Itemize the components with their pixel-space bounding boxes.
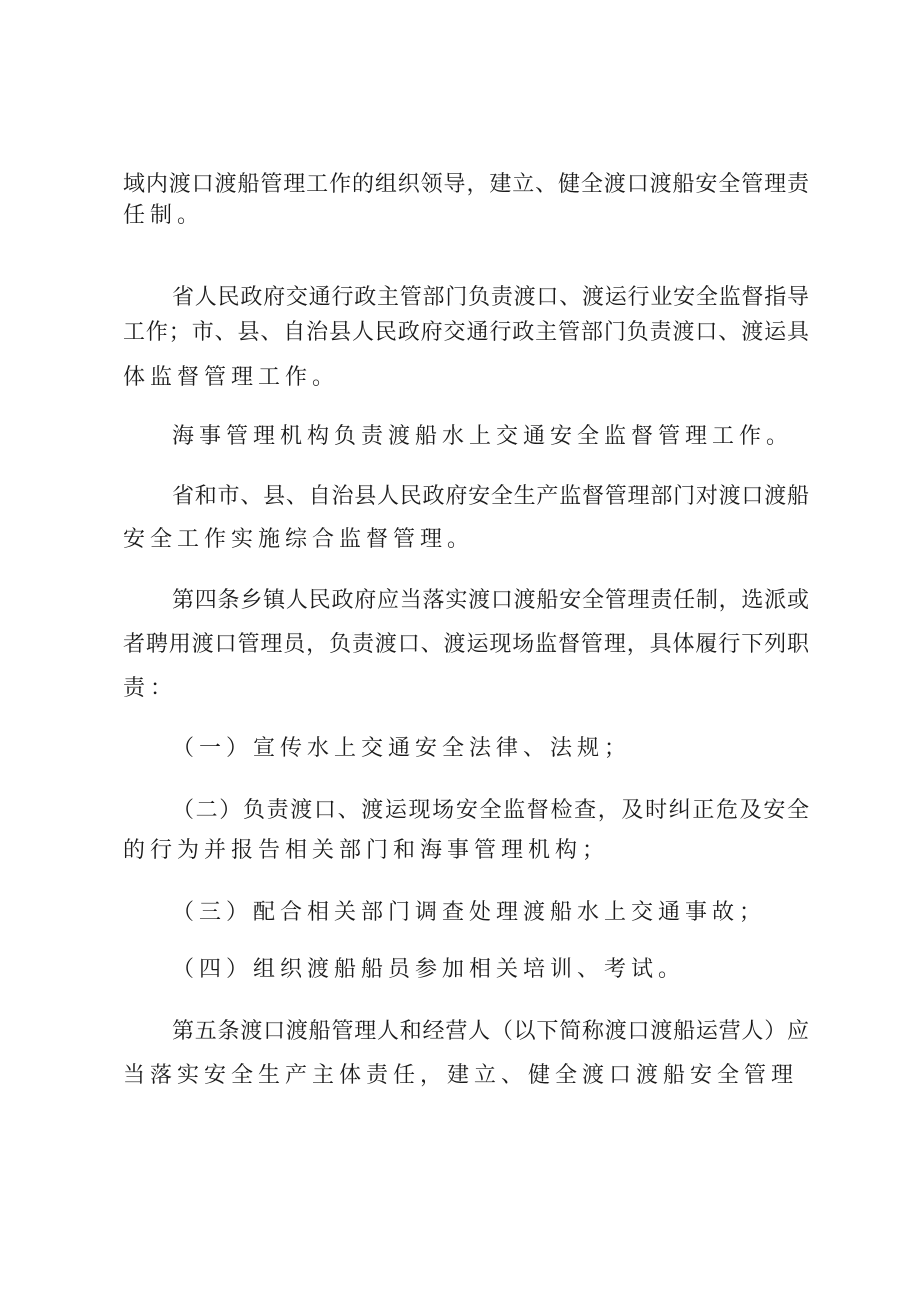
list-item: （四）组织渡船船员参加相关培训、考试。 bbox=[172, 957, 686, 982]
text-line: 省人民政府交通行政主管部门负责渡口、渡运行业安全监督指导 bbox=[172, 285, 809, 310]
text-line: 省和市、县、自治县人民政府安全生产监督管理部门对渡口渡船 bbox=[172, 484, 809, 509]
text-line: 的行为并报告相关部门和海事管理机构； bbox=[123, 838, 610, 863]
list-item: （一）宣传水上交通安全法律、法规； bbox=[172, 736, 632, 761]
text-line: 第五条渡口渡船管理人和经营人（以下简称渡口渡船运营人）应 bbox=[172, 1019, 809, 1044]
text-line: 责： bbox=[123, 676, 178, 701]
text-line: 工作；市、县、自治县人民政府交通行政主管部门负责渡口、渡运具 bbox=[123, 320, 809, 345]
list-item: （二）负责渡口、渡运现场安全监督检查，及时纠正危及安全 bbox=[172, 798, 809, 823]
text-line: 第四条乡镇人民政府应当落实渡口渡船安全管理责任制，选派或 bbox=[172, 588, 809, 613]
text-line: 任制。 bbox=[123, 203, 205, 228]
text-line: 体监督管理工作。 bbox=[123, 365, 340, 390]
text-line: 海事管理机构负责渡船水上交通安全监督管理工作。 bbox=[172, 424, 794, 449]
list-item: （三）配合相关部门调查处理渡船水上交通事故； bbox=[172, 900, 767, 925]
text-line: 当落实安全生产主体责任，建立、健全渡口渡船安全管理 bbox=[123, 1063, 799, 1088]
text-line: 安全工作实施综合监督管理。 bbox=[123, 527, 475, 552]
text-line: 域内渡口渡船管理工作的组织领导，建立、健全渡口渡船安全管理责 bbox=[123, 172, 809, 197]
text-line: 者聘用渡口管理员，负责渡口、渡运现场监督管理，具体履行下列职 bbox=[123, 632, 809, 657]
